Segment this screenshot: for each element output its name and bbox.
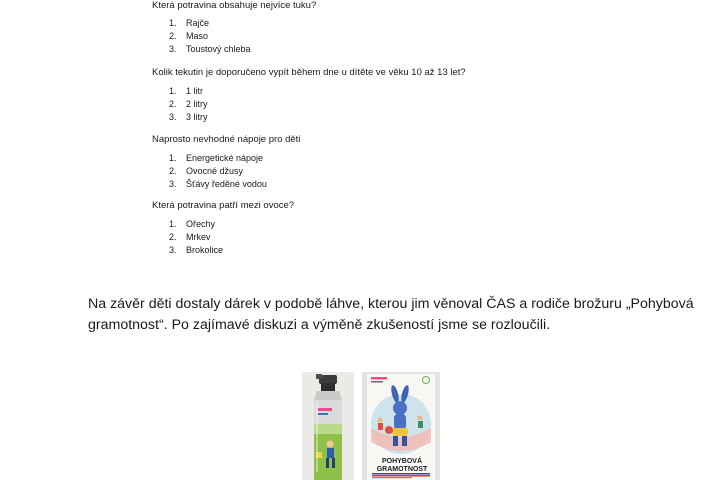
question-1-options (155, 17, 251, 56)
bottle-photo (302, 372, 354, 480)
question-3-options (155, 152, 267, 191)
closing-paragraph: Na závěr děti dostaly dárek v podobě láhve, kterou jim věnoval ČAS a rodiče brožuru „Pohybová gramotnost“. Po zajímavé diskuzi a výměně zkušeností jsme se rozloučili. (88, 296, 694, 333)
brochure-title-line2: GRAMOTNOST (376, 466, 428, 473)
list-item: 3. 3 litry (169, 112, 208, 122)
question-2-options (155, 85, 208, 124)
question-3: Naprosto nevhodné nápoje pro děti (152, 134, 301, 145)
question-2: Kolik tekutin je doporučeno vypít během dne u dítěte ve věku 10 až 13 let? (152, 67, 466, 78)
list-item: 1. 1 litr (169, 86, 204, 96)
list-item: 1. Rajče (169, 18, 210, 28)
brochure-title-line1: POHYBOVÁ (381, 458, 423, 465)
list-item: 3. Brokolice (169, 245, 224, 255)
bottle-image (302, 372, 354, 480)
list-item: 2. Maso (169, 31, 209, 41)
list-item: 3. Toustový chleba (169, 44, 251, 54)
question-4-options (155, 218, 223, 257)
list-item: 1. Ořechy (169, 219, 216, 229)
list-item: 1. Energetické nápoje (169, 153, 264, 163)
brochure-image (362, 372, 440, 480)
list-item: 2. Mrkev (169, 232, 211, 242)
list-item: 2. Ovocné džusy (169, 166, 244, 176)
question-1: Která potravina obsahuje nejvíce tuku? (152, 0, 317, 11)
brochure-photo (362, 372, 440, 480)
list-item: 3. Šťávy ředěné vodou (169, 179, 267, 189)
question-4: Která potravina patří mezi ovoce? (152, 200, 295, 211)
list-item: 2. 2 litry (169, 99, 208, 109)
